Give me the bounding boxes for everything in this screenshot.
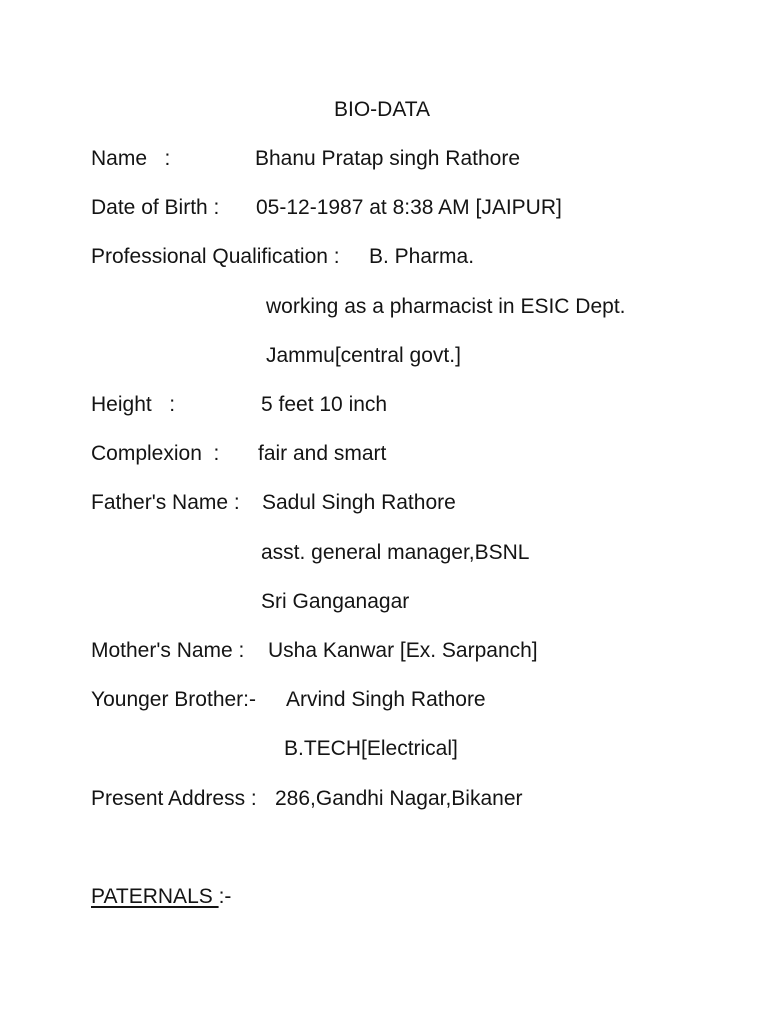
occupation-location: Jammu[central govt.] xyxy=(266,344,461,367)
name-label: Name : xyxy=(91,147,171,170)
address-value: 286,Gandhi Nagar,Bikaner xyxy=(275,787,523,810)
occupation-line: working as a pharmacist in ESIC Dept. xyxy=(266,295,626,318)
document-title: BIO-DATA xyxy=(334,98,431,121)
paternals-heading xyxy=(91,884,231,910)
father-name-label: Father's Name : xyxy=(91,491,240,514)
father-name-value: Sadul Singh Rathore xyxy=(262,491,456,514)
mother-name-value: Usha Kanwar [Ex. Sarpanch] xyxy=(268,639,538,662)
complexion-label: Complexion : xyxy=(91,442,220,465)
father-location: Sri Ganganagar xyxy=(261,590,410,613)
qualification-label: Professional Qualification : xyxy=(91,245,340,268)
brother-name-value: Arvind Singh Rathore xyxy=(286,688,486,711)
brother-qualification: B.TECH[Electrical] xyxy=(284,737,458,760)
address-label: Present Address : xyxy=(91,787,257,810)
height-value: 5 feet 10 inch xyxy=(261,393,388,416)
father-occupation: asst. general manager,BSNL xyxy=(261,541,530,564)
complexion-value: fair and smart xyxy=(258,442,387,465)
paternals-heading-text: PATERNALS xyxy=(91,885,219,908)
qualification-value: B. Pharma. xyxy=(369,245,475,268)
name-value: Bhanu Pratap singh Rathore xyxy=(255,147,521,170)
dob-label: Date of Birth : xyxy=(91,196,220,219)
brother-label: Younger Brother:- xyxy=(91,688,256,711)
mother-name-label: Mother's Name : xyxy=(91,639,245,662)
paternals-heading-suffix: :- xyxy=(218,885,232,908)
dob-value: 05-12-1987 at 8:38 AM [JAIPUR] xyxy=(256,196,562,219)
height-label: Height : xyxy=(91,393,176,416)
